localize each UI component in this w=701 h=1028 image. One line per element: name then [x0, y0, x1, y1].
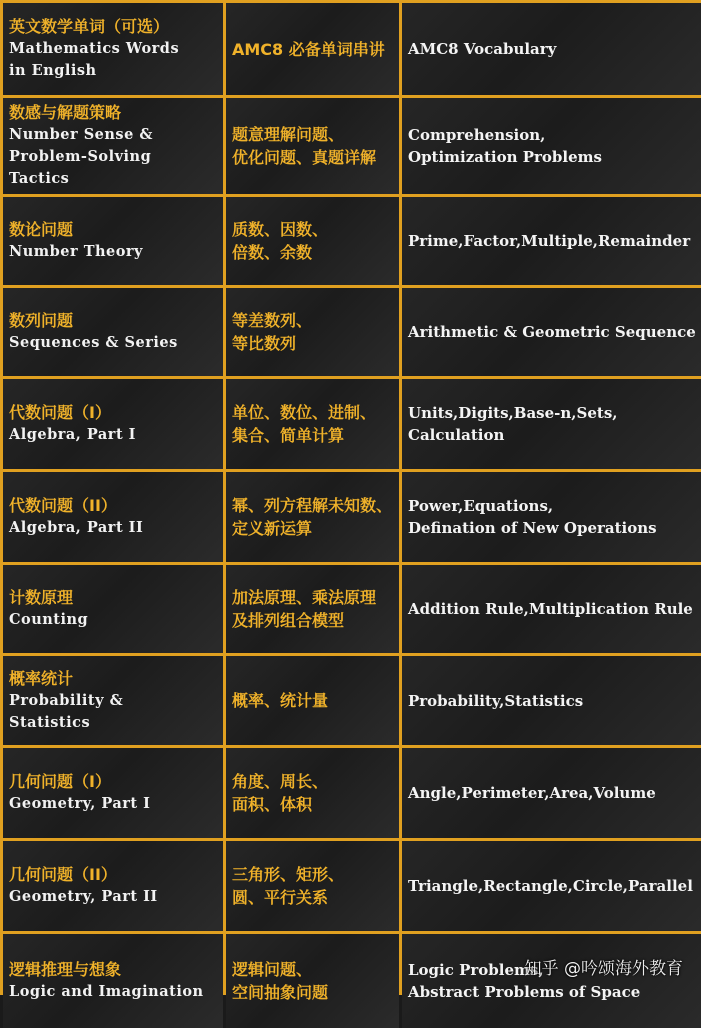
content-zh-line: 及排列组合模型: [232, 611, 345, 630]
content-en-cell: [402, 379, 701, 469]
content-en-line: Abstract Problems of Space: [408, 983, 641, 1001]
content-zh-cell: [226, 656, 399, 745]
content-en-line: Triangle,Rectangle,Circle,Parallel: [408, 877, 693, 895]
content-en-line: Defination of New Operations: [408, 519, 657, 537]
content-zh-cell: [226, 197, 399, 285]
topic-title-en: Logic and Imagination: [9, 983, 204, 1000]
content-en-line: Probability,Statistics: [408, 691, 584, 710]
content-zh-line: 幂、列方程解未知数、: [232, 496, 393, 515]
content-en-line: Optimization Problems: [408, 148, 602, 166]
topic-cell: [3, 748, 223, 838]
topic-title-zh: 英文数学单词（可选）: [9, 17, 170, 36]
content-zh-line: 空间抽象问题: [232, 983, 329, 1002]
topic-cell: [3, 565, 223, 653]
content-zh-line: 题意理解问题、: [232, 125, 345, 144]
content-zh-cell: [226, 841, 399, 931]
content-zh-line: 圆、平行关系: [232, 888, 329, 907]
topic-title-en: Sequences & Series: [9, 334, 178, 351]
topic-cell: [3, 288, 223, 376]
content-zh-cell: [226, 472, 399, 562]
topic-title-zh: 概率统计: [9, 668, 74, 688]
topic-title-zh: 数论问题: [9, 220, 74, 239]
topic-title-zh: 几何问题（I）: [9, 772, 111, 791]
topic-title-zh: 计数原理: [9, 588, 74, 607]
topic-title-en: in English: [9, 62, 97, 79]
topic-title-zh: 数列问题: [9, 311, 74, 330]
content-zh-cell: [226, 288, 399, 376]
topic-title-en: Mathematics Words: [9, 40, 180, 57]
content-zh-line: 概率、统计量: [232, 691, 329, 710]
content-zh-line: AMC8 必备单词串讲: [232, 39, 385, 59]
content-zh-line: 逻辑问题、: [232, 960, 313, 979]
content-zh-line: 集合、简单计算: [232, 426, 345, 445]
content-zh-cell: [226, 565, 399, 653]
content-en-line: Angle,Perimeter,Area,Volume: [408, 784, 656, 802]
content-zh-line: 加法原理、乘法原理: [232, 588, 377, 607]
content-en-cell: [402, 565, 701, 653]
content-zh-line: 等差数列、: [232, 311, 313, 330]
content-zh-line: 定义新运算: [232, 519, 313, 538]
topic-cell: [3, 656, 223, 745]
topic-title-en: Counting: [9, 611, 89, 628]
content-en-line: AMC8 Vocabulary: [408, 40, 557, 58]
topic-title-en: Tactics: [9, 170, 70, 187]
topic-title-en: Problem-Solving: [9, 148, 152, 165]
content-zh-cell: [226, 379, 399, 469]
content-en-line: Logic Problems,: [408, 961, 544, 979]
content-en-line: Addition Rule,Multiplication Rule: [408, 600, 693, 618]
topic-title-en: Algebra, Part I: [9, 426, 136, 443]
watermark: 知乎 @吟颂海外教育: [524, 959, 683, 979]
topic-title-en: Number Theory: [9, 243, 143, 260]
topic-title-en: Statistics: [9, 713, 91, 731]
topic-title-en: Number Sense &: [9, 126, 153, 143]
content-en-line: Prime,Factor,Multiple,Remainder: [408, 232, 691, 250]
content-en-cell: [402, 841, 701, 931]
topic-title-en: Geometry, Part I: [9, 795, 151, 812]
content-zh-cell: [226, 934, 399, 1028]
topic-cell: [3, 472, 223, 562]
topic-cell: [3, 934, 223, 1028]
content-zh-cell: [226, 748, 399, 838]
content-en-line: Comprehension,: [408, 126, 546, 144]
content-zh-line: 优化问题、真题详解: [232, 148, 377, 167]
content-en-line: Calculation: [408, 426, 505, 444]
content-zh-line: 单位、数位、进制、: [232, 403, 377, 422]
content-en-line: Arithmetic & Geometric Sequence: [408, 323, 696, 341]
topic-cell: [3, 197, 223, 285]
topic-title-en: Algebra, Part II: [9, 519, 144, 536]
content-en-cell: [402, 3, 701, 95]
topic-cell: [3, 379, 223, 469]
content-zh-cell: [226, 3, 399, 95]
topic-title-en: Probability &: [9, 691, 124, 709]
topic-cell: [3, 98, 223, 194]
topic-title-zh: 数感与解题策略: [9, 103, 122, 122]
content-en-cell: [402, 98, 701, 194]
content-zh-cell: [226, 98, 399, 194]
content-en-line: Power,Equations,: [408, 497, 554, 515]
content-zh-line: 角度、周长、: [232, 772, 329, 791]
topic-title-zh: 逻辑推理与想象: [9, 960, 122, 979]
topic-title-zh: 代数问题（II）: [9, 496, 117, 515]
topic-title-zh: 几何问题（II）: [9, 865, 117, 884]
topic-cell: [3, 3, 223, 95]
content-zh-line: 质数、因数、: [232, 220, 329, 239]
content-en-cell: [402, 748, 701, 838]
content-zh-line: 三角形、矩形、: [232, 865, 345, 884]
topic-title-zh: 代数问题（I）: [9, 403, 111, 422]
topic-cell: [3, 841, 223, 931]
content-en-cell: [402, 934, 701, 1028]
content-en-cell: [402, 656, 701, 745]
content-en-line: Units,Digits,Base-n,Sets,: [408, 404, 618, 422]
content-zh-line: 等比数列: [232, 334, 297, 353]
topic-title-en: Geometry, Part II: [9, 888, 158, 905]
content-en-cell: [402, 472, 701, 562]
content-en-cell: [402, 197, 701, 285]
content-en-cell: [402, 288, 701, 376]
content-zh-line: 面积、体积: [232, 795, 313, 814]
content-zh-line: 倍数、余数: [232, 243, 313, 262]
